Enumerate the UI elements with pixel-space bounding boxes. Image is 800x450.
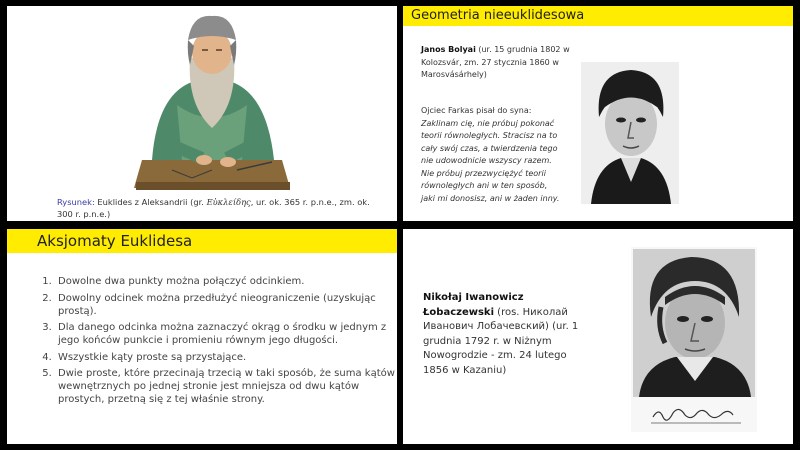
- lobachevsky-portrait: [631, 247, 757, 432]
- axiom-item: 1. Dowolne dwa punkty można połączyć odcinkiem.: [55, 275, 397, 288]
- bolyai-bio: (ur. 15 grudnia 1802 w Kolozsvár, zm. 27 stycznia 1860 w Marosvásárhely): [421, 45, 570, 79]
- caption-greek-name: Εὐκλείδης: [206, 197, 251, 207]
- axiom-item: 2. Dowolny odcinek można przedłużyć nieograniczenie (uzyskując prostą).: [55, 292, 397, 318]
- axiom-item: 5. Dwie proste, które przecinają trzecią w taki sposób, że suma kątów wewnętrznych po jednej stronie jest mniejsza od dwu kątów prostych, przetną się z tej właśnie strony.: [55, 367, 397, 406]
- quote-intro: Ojciec Farkas pisał do syna:: [421, 106, 532, 115]
- farkas-quote: [421, 105, 561, 205]
- caption-dates: , ur. ok. 365 r. p.n.e., zm. ok. 300 r. p.n.e.): [57, 197, 370, 219]
- axiom-item: 3. Dla danego odcinka można zaznaczyć okrąg o środku w jednym z jego końców punkcie i promieniu równym jego długości.: [55, 321, 397, 347]
- slide-title: Geometria nieeuklidesowa: [403, 6, 793, 26]
- lobachevsky-bio: [423, 291, 583, 378]
- bolyai-portrait: [581, 62, 679, 204]
- caption-text: Euklides z Aleksandrii (gr.: [94, 197, 207, 207]
- euclid-portrait: [132, 10, 292, 190]
- euclid-caption: [57, 196, 377, 220]
- quote-text: Zaklinam cię, nie próbuj pokonać teorii równoległych. Stracisz na to cały swój czas, a twierdzenia tego nie udowodnicie wszyscy razem. Nie próbuj przezwyciężyć teorii równoległych ani w ten sposób, jaki mi donosisz, ani w żaden inny.: [421, 118, 560, 203]
- lobachevsky-name: Nikołaj Iwanowicz Łobaczewski: [423, 292, 524, 318]
- bolyai-intro: [421, 44, 581, 82]
- caption-label: Rysunek:: [57, 197, 95, 207]
- axiom-list: [25, 275, 397, 410]
- slide-axioms: [7, 229, 397, 444]
- lobachevsky-dates: (ros. Николай Иванович Лобачевский) (ur. 1 grudnia 1792 r. w Niżnym Nowogrodzie - zm. 24 lutego 1856 w Kazaniu): [423, 306, 579, 376]
- bolyai-name: Janos Bolyai: [421, 45, 476, 54]
- slide-euclid: [7, 6, 397, 221]
- slide-lobachevsky: [403, 229, 793, 444]
- axiom-item: 4. Wszystkie kąty proste są przystające.: [55, 351, 397, 364]
- slide-bolyai: [403, 6, 793, 221]
- slide-title: Aksjomaty Euklidesa: [7, 229, 397, 253]
